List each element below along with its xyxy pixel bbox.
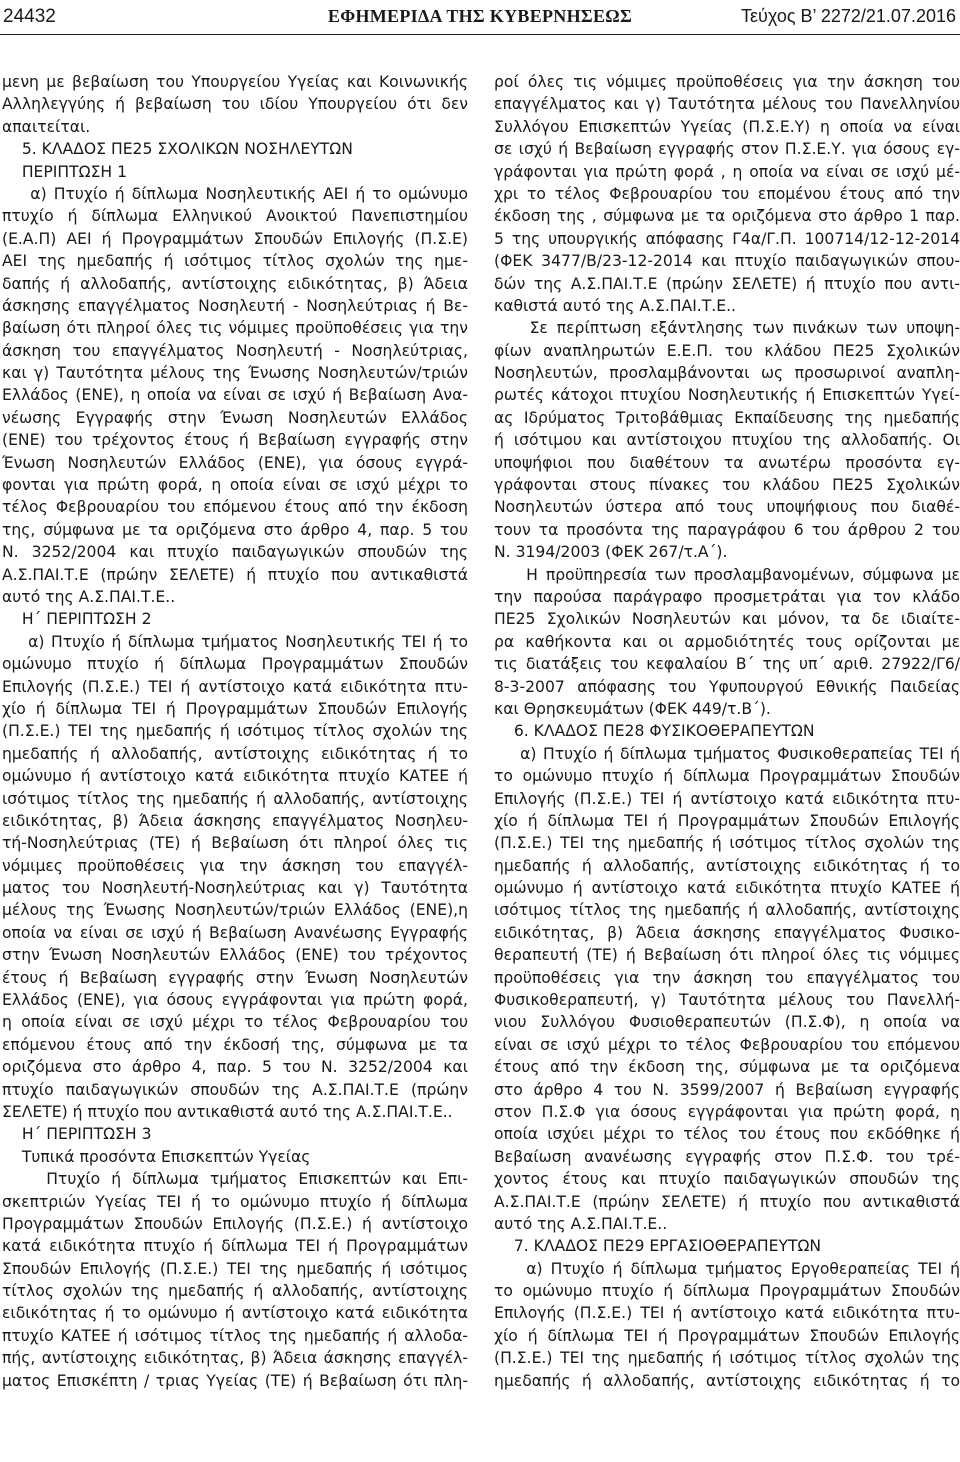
text-line: γράφονται στους πίνακες του κλάδου ΠΕ25 Σχολικών [494,476,960,495]
text-line: Α.Σ.ΠΑΙ.Τ.Ε (πρώην ΣΕΛΕΤΕ) ή πτυχίο που αντικαθιστά [2,565,468,584]
text-line: χρι το τέλος Φεβρουαρίου του επομένου έτους από την [494,184,960,203]
text-line: Η προϋπηρεσία των προσλαμβανομένων, σύμφωνα με [494,565,960,584]
text-line: Ελλάδος (ΕΝΕ), η οποία να είναι σε ισχύ ή Βεβαίωση Ανα- [2,386,468,405]
text-line: ειδικότητας ή το ομώνυμο ή αντίστοιχο κατά ειδικότητα [2,1304,468,1323]
text-line: 7. ΚΛΑΔΟΣ ΠΕ29 ΕΡΓΑΣΙΟΘΕΡΑΠΕΥΤΩΝ [494,1237,822,1256]
text-line: δαπής ή αλλοδαπής, αντίστοιχης ειδικότητας, β) Άδεια [2,274,468,293]
text-line: στην Ένωση Νοσηλευτών Ελλάδος (ΕΝΕ) του τρέχοντος [2,946,468,965]
text-line: ημεδαπής ή αλλοδαπής, αντίστοιχης ειδικότητας ή το [2,744,468,763]
text-line: ΣΕΛΕΤΕ) ή πτυχίο που αντικαθιστά αυτό της Α.Σ.ΠΑΙ.Τ.Ε.. [2,1102,453,1121]
text-line: Νοσηλευτών, προσλαμβάνονται ως προσωρινοί αναπλη- [494,364,960,383]
text-line: τέλος Φεβρουαρίου του επόμενου έτους από την έκδοση [2,498,468,517]
text-line: (Π.Σ.Ε.) ΤΕΙ της ημεδαπής ή ισότιμος τίτλος σχολών της [2,722,468,741]
text-line: ρωτές κάτοχοι πτυχίου Νοσηλευτικής ή Επισκεπτών Υγεί- [494,386,960,405]
header-divider [0,34,960,35]
text-line: το ομώνυμο πτυχίο ή δίπλωμα Προγραμμάτων Σπουδών [494,1282,960,1301]
text-line: απαιτείται. [2,117,91,136]
text-line: νέωσης Εγγραφής στην Ένωση Νοσηλευτών Ελλάδος [2,408,468,427]
text-line: ειδικότητας, β) Άδεια άσκησης επαγγέλματος Φυσικο- [494,923,960,942]
page-header [0,0,960,36]
text-line: 5. ΚΛΑΔΟΣ ΠΕ25 ΣΧΟΛΙΚΩΝ ΝΟΣΗΛΕΥΤΩΝ [2,140,353,159]
text-line: Α.Σ.ΠΑΙ.Τ.Ε (πρώην ΣΕΛΕΤΕ) ή πτυχίο που αντικαθιστά [494,1192,960,1211]
text-line: χίο ή δίπλωμα ΤΕΙ ή Προγραμμάτων Σπουδών Επιλογής [494,1326,960,1345]
text-line: τή-Νοσηλεύτριας (ΤΕ) ή Βεβαίωση ότι πληροί όλες τις [2,834,468,853]
text-line: καθιστά αυτό της Α.Σ.ΠΑΙ.Τ.Ε.. [494,296,736,315]
text-line: Προγραμμάτων Σπουδών Επιλογής (Π.Σ.Ε.) ή αντίστοιχο [2,1214,468,1233]
gazette-title: ΕΦΗΜΕΡΙΔΑ ΤΗΣ ΚΥΒΕΡΝΗΣΕΩΣ [327,6,633,26]
text-line: άσκηση του επαγγέλματος Νοσηλευτή - Νοσηλεύτριας, [2,341,468,360]
text-line: τουν τα προσόντα της παραγράφου 6 του άρθρου 2 του [494,520,960,539]
text-line: πής, αντίστοιχης ειδικότητας, β) Άδεια άσκησης επαγγέλ- [2,1349,468,1368]
text-line: είναι σε ισχύ μέχρι το τέλος Φεβρουαρίου του επόμενου [494,1035,960,1054]
text-line: ροί όλες τις νόμιμες προϋποθέσεις για την άσκηση του [494,73,960,91]
text-line: νόμιμες προϋποθέσεις για την άσκηση του επαγγέλ- [2,856,468,875]
text-line: στο άρθρο 4 του Ν. 3599/2007 ή Βεβαίωση εγγραφής [494,1080,960,1099]
text-line: υποψήφιοι που διαθέτουν τα ανωτέρω προσόντα εγ- [494,453,960,472]
text-line: Φυσικοθεραπευτή, γ) Ταυτότητα μέλους του Πανελλή- [494,991,960,1010]
text-line: προϋποθέσεις για την άσκηση του επαγγέλματος του [494,968,960,987]
text-line: 5 της υπουργικής απόφασης Γ4α/Γ.Π. 100714/12-12-2014 [494,229,960,248]
text-line: και γ) Ταυτότητα μέλους της Ένωσης Νοσηλευτών/τριών [2,364,468,383]
text-line: άσκησης επαγγέλματος Νοσηλευτή - Νοσηλεύτριας ή Βε- [2,296,468,315]
text-line: και Θρησκευμάτων (ΦΕΚ 449/τ.Β΄). [494,699,771,718]
text-line: οποία να είναι σε ισχύ ή Βεβαίωση Ανανέωσης Εγγραφής [2,923,468,942]
page-number: 24432 [3,6,56,27]
right-column [494,71,960,1392]
text-line: φονται για πρώτη φορά, η οποία είναι σε ισχύ μέχρι το [2,476,468,495]
text-line: ή ισότιμου και αντίστοιχου πτυχίου της αλλοδαπής. Οι [494,431,960,450]
text-line: επαγγέλματος και γ) Ταυτότητα μέλους του Πανελληνίου [494,95,960,114]
text-line: Σπουδών Επιλογής (Π.Σ.Ε.) ΤΕΙ της ημεδαπής ή ισότιμος [2,1259,468,1278]
text-line: α) Πτυχίο ή δίπλωμα τμήματος Νοσηλευτικής ΤΕΙ ή το [2,632,468,651]
text-line: κατά ειδικότητα πτυχίο ή δίπλωμα ΤΕΙ ή Προγραμμάτων [2,1237,468,1256]
text-line: νιου Συλλόγου Φυσιοθεραπευτών (Π.Σ.Φ), η οποία να [494,1013,960,1032]
text-line: ματος Επισκέπτη / τριας Υγείας (ΤΕ) ή Βεβαίωση ότι πλη- [2,1371,468,1390]
text-line: ομώνυμο ή αντίστοιχο κατά ειδικότητα πτυχίο ΚΑΤΕΕ ή [2,767,468,786]
text-line: στον Π.Σ.Φ για όσους εγγράφονται για πρώτη φορά, η [494,1102,960,1121]
text-line: Η΄ ΠΕΡΙΠΤΩΣΗ 2 [2,610,152,629]
text-line: ειδικότητας, β) Άδεια άσκησης επαγγέλματος Νοσηλευ- [2,811,468,830]
text-line: αυτό της Α.Σ.ΠΑΙ.Τ.Ε.. [494,1214,668,1233]
text-line: Νοσηλευτών ύστερα από τους υποψήφιους που διαθέ- [494,498,960,517]
text-line: την παρούσα παράγραφο προσμετράται για τον κλάδο [494,587,960,606]
text-line: (Π.Σ.Ε.) ΤΕΙ της ημεδαπής ή ισότιμος τίτλος σχολών της [494,1349,960,1368]
text-line: Ένωση Νοσηλευτών Ελλάδος (ΕΝΕ), για όσους εγγρά- [2,453,468,472]
text-line: τίτλος σχολών της ημεδαπής ή αλλοδαπής, αντίστοιχης [2,1282,468,1301]
text-line: θεραπευτή (ΤΕ) ή Βεβαίωση ότι πληροί όλες τις νόμιμες [494,946,960,965]
text-line: Ν. 3252/2004 και πτυχίο παιδαγωγικών σπουδών της [2,543,468,562]
text-line: το ομώνυμο πτυχίο ή δίπλωμα Προγραμμάτων Σπουδών [494,767,960,786]
text-line: πτυχίο ΚΑΤΕΕ ή ισότιμος τίτλος της ημεδαπής ή αλλοδα- [2,1326,468,1345]
text-line: α) Πτυχίο ή δίπλωμα Νοσηλευτικής ΑΕΙ ή το ομώνυμο [2,184,468,203]
text-line: ας Ιδρύματος Τριτοβάθμιας Εκπαίδευσης της ημεδαπής [494,408,960,427]
text-line: τις διατάξεις του κεφαλαίου Β΄ της υπ΄ αριθ. 27922/Γ6/ [494,655,960,674]
text-line: (ΕΝΕ) του τρέχοντος έτους ή Βεβαίωση εγγραφής στην [2,431,468,450]
text-line: Επιλογής (Π.Σ.Ε.) ΤΕΙ ή αντίστοιχο κατά ειδικότητα πτυ- [2,677,468,696]
text-line: της, σύμφωνα με τα οριζόμενα στο άρθρο 4, παρ. 5 του [2,520,468,539]
text-line: (Π.Σ.Ε.) ΤΕΙ της ημεδαπής ή ισότιμος τίτλος σχολών της [494,834,960,853]
text-line: σκεπτριών Υγείας ΤΕΙ ή το ομώνυμο πτυχίο ή δίπλωμα [2,1192,468,1211]
text-line: Ν. 3194/2003 (ΦΕΚ 267/τ.Α΄). [494,543,728,562]
text-line: ομώνυμο πτυχίο ή δίπλωμα Προγραμμάτων Σπουδών [2,655,468,674]
text-line: ημεδαπής ή αλλοδαπής, αντίστοιχης ειδικότητας ή το [494,1371,960,1390]
text-line: ισότιμος τίτλος της ημεδαπής ή αλλοδαπής, αντίστοιχης [494,901,960,920]
text-line: χίο ή δίπλωμα ΤΕΙ ή Προγραμμάτων Σπουδών Επιλογής [494,811,960,830]
text-line: έτους ή Βεβαίωση εγγραφής στην Ένωση Νοσηλευτών [2,968,468,987]
text-line: πτυχίο παιδαγωγικών σπουδών της Α.Σ.ΠΑΙ.Τ.Ε (πρώην [2,1080,468,1099]
text-line: αυτό της Α.Σ.ΠΑΙ.Τ.Ε.. [2,587,176,606]
left-column [2,71,468,1392]
text-line: ρα καθήκοντα και οι αρμοδιότητές τους ορίζονται με [494,632,960,651]
text-line: (Ε.Α.Π) ΑΕΙ ή Προγραμμάτων Σπουδών Επιλογής (Π.Σ.Ε) [2,229,468,248]
text-line: 6. ΚΛΑΔΟΣ ΠΕ28 ΦΥΣΙΚΟΘΕΡΑΠΕΥΤΩΝ [494,722,815,741]
text-line: ΑΕΙ της ημεδαπής ή ισότιμος τίτλος σχολών της ημε- [2,252,468,271]
text-line: Σε περίπτωση εξάντλησης των πινάκων των υποψη- [494,319,960,338]
text-line: χοντος έτους και πτυχίο παιδαγωγικών σπουδών της [494,1170,960,1189]
text-line: ΠΕ25 Σχολικών Νοσηλευτών και μόνον, τα δε ιδιαίτε- [494,610,960,629]
text-line: έτους από την έκδοση της, σύμφωνα με τα οριζόμενα [494,1058,960,1077]
text-line: έκδοση της , σύμφωνα με τα οριζόμενα στο άρθρο 1 παρ. [494,207,960,226]
text-line: Αλληλεγγύης ή βεβαίωση του ιδίου Υπουργείου ότι δεν [2,95,468,114]
text-line: ισότιμος τίτλος της ημεδαπής ή αλλοδαπής, αντίστοιχης [2,789,468,808]
text-line: 8-3-2007 απόφασης του Υφυπουργού Εθνικής Παιδείας [494,677,960,696]
text-line: Συλλόγου Επισκεπτών Υγείας (Π.Σ.Ε.Υ) η οποία να είναι [494,117,960,136]
text-line: φίων αναπληρωτών Ε.Ε.Π. του κλάδου ΠΕ25 Σχολικών [494,341,960,360]
issue-info: Τεύχος Β’ 2272/21.07.2016 [740,6,956,26]
text-line: μέλους της Ένωσης Νοσηλευτών/τριών Ελλάδος (ΕΝΕ),η [2,901,468,920]
text-line: ημεδαπής ή αλλοδαπής, αντίστοιχης ειδικότητας ή το [494,856,960,875]
text-line: Επιλογής (Π.Σ.Ε.) ΤΕΙ ή αντίστοιχο κατά ειδικότητα πτυ- [494,789,960,808]
text-line: βαίωση ότι πληροί όλες τις νόμιμες προϋποθέσεις για την [2,319,468,338]
text-line: δών της Α.Σ.ΠΑΙ.Τ.Ε (πρώην ΣΕΛΕΤΕ) ή πτυχίο που αντι- [494,274,960,293]
text-line: Βεβαίωση ανανέωσης εγγραφής στον Π.Σ.Φ. του τρέ- [494,1147,960,1166]
text-line: Επιλογής (Π.Σ.Ε.) ΤΕΙ ή αντίστοιχο κατά ειδικότητα πτυ- [494,1304,960,1323]
text-line: η οποία είναι σε ισχύ μέχρι το τέλος Φεβρουαρίου του [2,1013,468,1032]
text-line: ματος του Νοσηλευτή-Νοσηλεύτριας και γ) Ταυτότητα [2,879,468,898]
text-line: Πτυχίο ή δίπλωμα τμήματος Επισκεπτών και Επι- [2,1170,468,1189]
text-line: χίο ή δίπλωμα ΤΕΙ ή Προγραμμάτων Σπουδών Επιλογής [2,699,468,718]
text-line: σε ισχύ ή Βεβαίωση εγγραφής στον Π.Σ.Ε.Υ. για όσους εγ- [494,140,960,159]
text-line: Η΄ ΠΕΡΙΠΤΩΣΗ 3 [2,1125,152,1144]
text-line: (ΦΕΚ 3477/Β/23-12-2014 και πτυχίο παιδαγωγικών σπου- [494,252,960,271]
text-line: Τυπικά προσόντα Επισκεπτών Υγείας [2,1147,311,1166]
text-line: ΠΕΡΙΠΤΩΣΗ 1 [2,162,128,181]
text-line: οποία ισχύει μέχρι το τέλος του έτους που εκδόθηκε ή [494,1125,960,1144]
text-line: Ελλάδος (ΕΝΕ), για όσους εγγράφονται για πρώτη φορά, [2,991,468,1010]
text-line: α) Πτυχίο ή δίπλωμα τμήματος Φυσικοθεραπείας ΤΕΙ ή [494,744,960,763]
text-line: οριζόμενα στο άρθρο 4, παρ. 5 του Ν. 3252/2004 και [2,1058,468,1077]
text-line: επόμενου έτους από την έκδοσή της, σύμφωνα με τα [2,1035,468,1054]
text-line: ομώνυμο ή αντίστοιχο κατά ειδικότητα πτυχίο ΚΑΤΕΕ ή [494,879,960,898]
text-line: μενη με βεβαίωση του Υπουργείου Υγείας και Κοινωνικής [2,73,468,91]
text-line: πτυχίο ή δίπλωμα Ελληνικού Ανοικτού Πανεπιστημίου [2,207,468,226]
text-line: α) Πτυχίο ή δίπλωμα τμήματος Εργοθεραπείας ΤΕΙ ή [494,1259,960,1278]
text-line: γράφονται για πρώτη φορά , η οποία να είναι σε ισχύ μέ- [494,162,960,181]
